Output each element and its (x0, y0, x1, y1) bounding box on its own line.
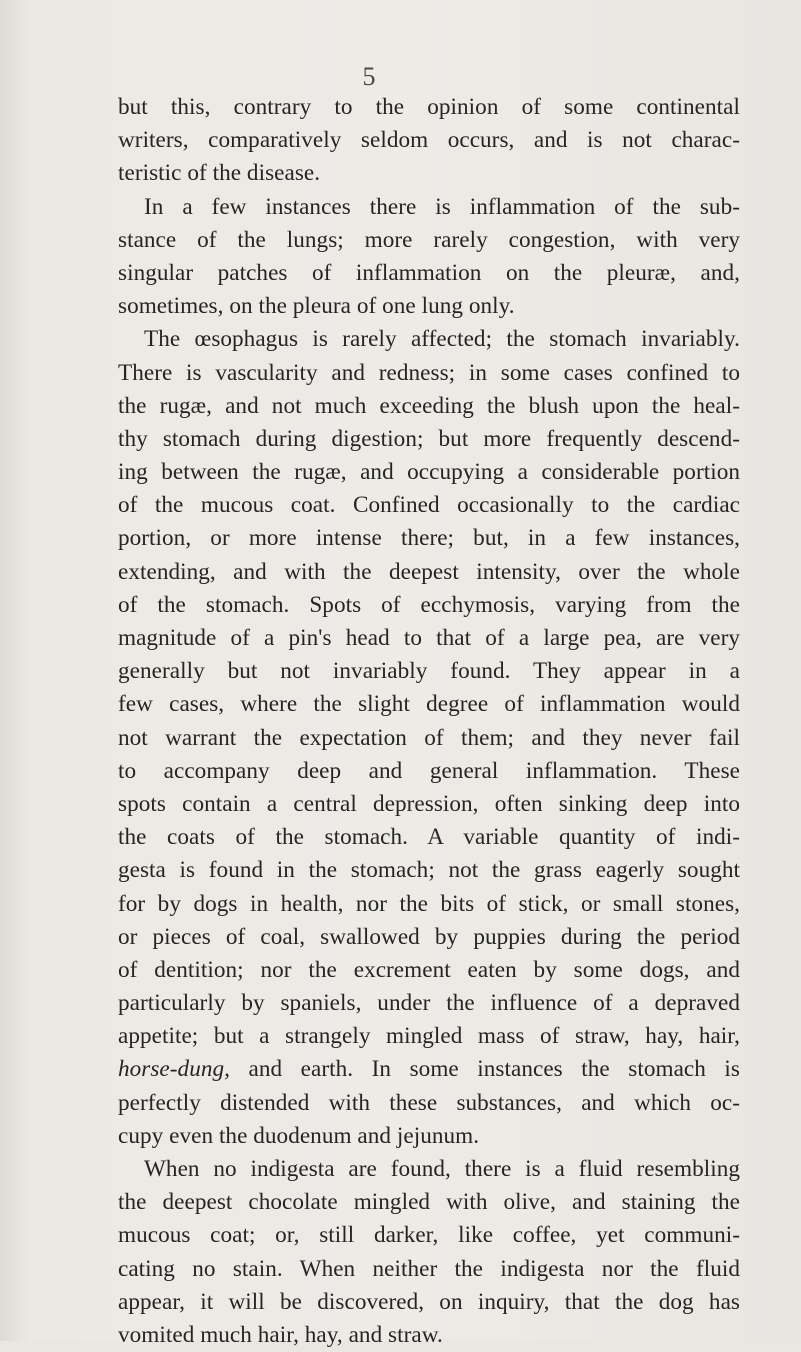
text-line: generally but not invariably found. They appear in a (118, 658, 740, 685)
text-line: extending, and with the deepest intensity, over the whole (118, 558, 740, 585)
text-line: teristic of the disease. (118, 160, 321, 187)
page-number: 5 (362, 62, 376, 91)
text-line: of the stomach. Spots of ecchymosis, varying from the (118, 591, 740, 618)
text-line: the coats of the stomach. A variable quantity of indi- (118, 824, 740, 851)
text-line: writers, comparatively seldom occurs, and is not charac- (118, 127, 740, 154)
text-line: for by dogs in health, nor the bits of stick, or small stones, (118, 890, 740, 917)
text-line: sometimes, on the pleura of one lung only. (118, 293, 515, 320)
text-line: There is vascularity and redness; in some cases confined to (118, 359, 740, 386)
text-line: particularly by spaniels, under the influence of a depraved (118, 990, 740, 1017)
text-line: ing between the rugæ, and occupying a considerable portion (118, 459, 740, 486)
text-line: cating no stain. When neither the indigesta nor the fluid (118, 1255, 740, 1282)
text-line: or pieces of coal, swallowed by puppies during the period (118, 923, 740, 950)
text-line: cupy even the duodenum and jejunum. (118, 1122, 480, 1149)
text-line: the deepest chocolate mingled with olive, and staining the (118, 1189, 740, 1216)
text-line: magnitude of a pin's head to that of a large pea, are very (118, 625, 740, 651)
text-line: The œsophagus is rarely affected; the stomach invariably. (144, 326, 740, 353)
text-line: appear, it will be discovered, on inquiry, that the dog has (118, 1288, 740, 1315)
text-line: gesta is found in the stomach; not the grass eagerly sought (118, 857, 740, 884)
text-line: mucous coat; or, still darker, like coffee, yet communi- (118, 1222, 740, 1249)
text-line: few cases, where the slight degree of inflammation would (118, 691, 740, 718)
text-line: stance of the lungs; more rarely congestion, with very (118, 226, 740, 253)
text-line: to accompany deep and general inflammation. These (118, 757, 740, 784)
text-line: thy stomach during digestion; but more frequently descend- (118, 425, 740, 452)
text-line: singular patches of inflammation on the pleuræ, and, (118, 259, 740, 286)
text-line: not warrant the expectation of them; and they never fail (118, 724, 740, 751)
text-line: portion, or more intense there; but, in a few instances, (118, 525, 740, 552)
italic-phrase: horse-dung, (118, 1056, 230, 1083)
text-line: vomited much hair, hay, and straw. (118, 1321, 443, 1348)
text-line: When no indigesta are found, there is a fluid resembling (144, 1156, 740, 1182)
text-line: In a few instances there is inflammation of the sub- (144, 193, 740, 220)
text-line: the rugæ, and not much exceeding the blush upon the heal- (118, 392, 740, 419)
text-line: of dentition; nor the excrement eaten by some dogs, and (118, 956, 740, 983)
text-line: appetite; but a strangely mingled mass of straw, hay, hair, (118, 1023, 740, 1050)
text-line: spots contain a central depression, often sinking deep into (118, 790, 740, 817)
text-line-mixed (118, 1053, 740, 1086)
body-text (118, 91, 740, 1352)
text-line: but this, contrary to the opinion of some continental (118, 94, 740, 120)
text-line: of the mucous coat. Confined occasionally to the cardiac (118, 492, 740, 519)
line-remainder: and earth. In some instances the stomach is (229, 1056, 740, 1083)
text-line: perfectly distended with these substances, and which oc- (118, 1089, 740, 1116)
